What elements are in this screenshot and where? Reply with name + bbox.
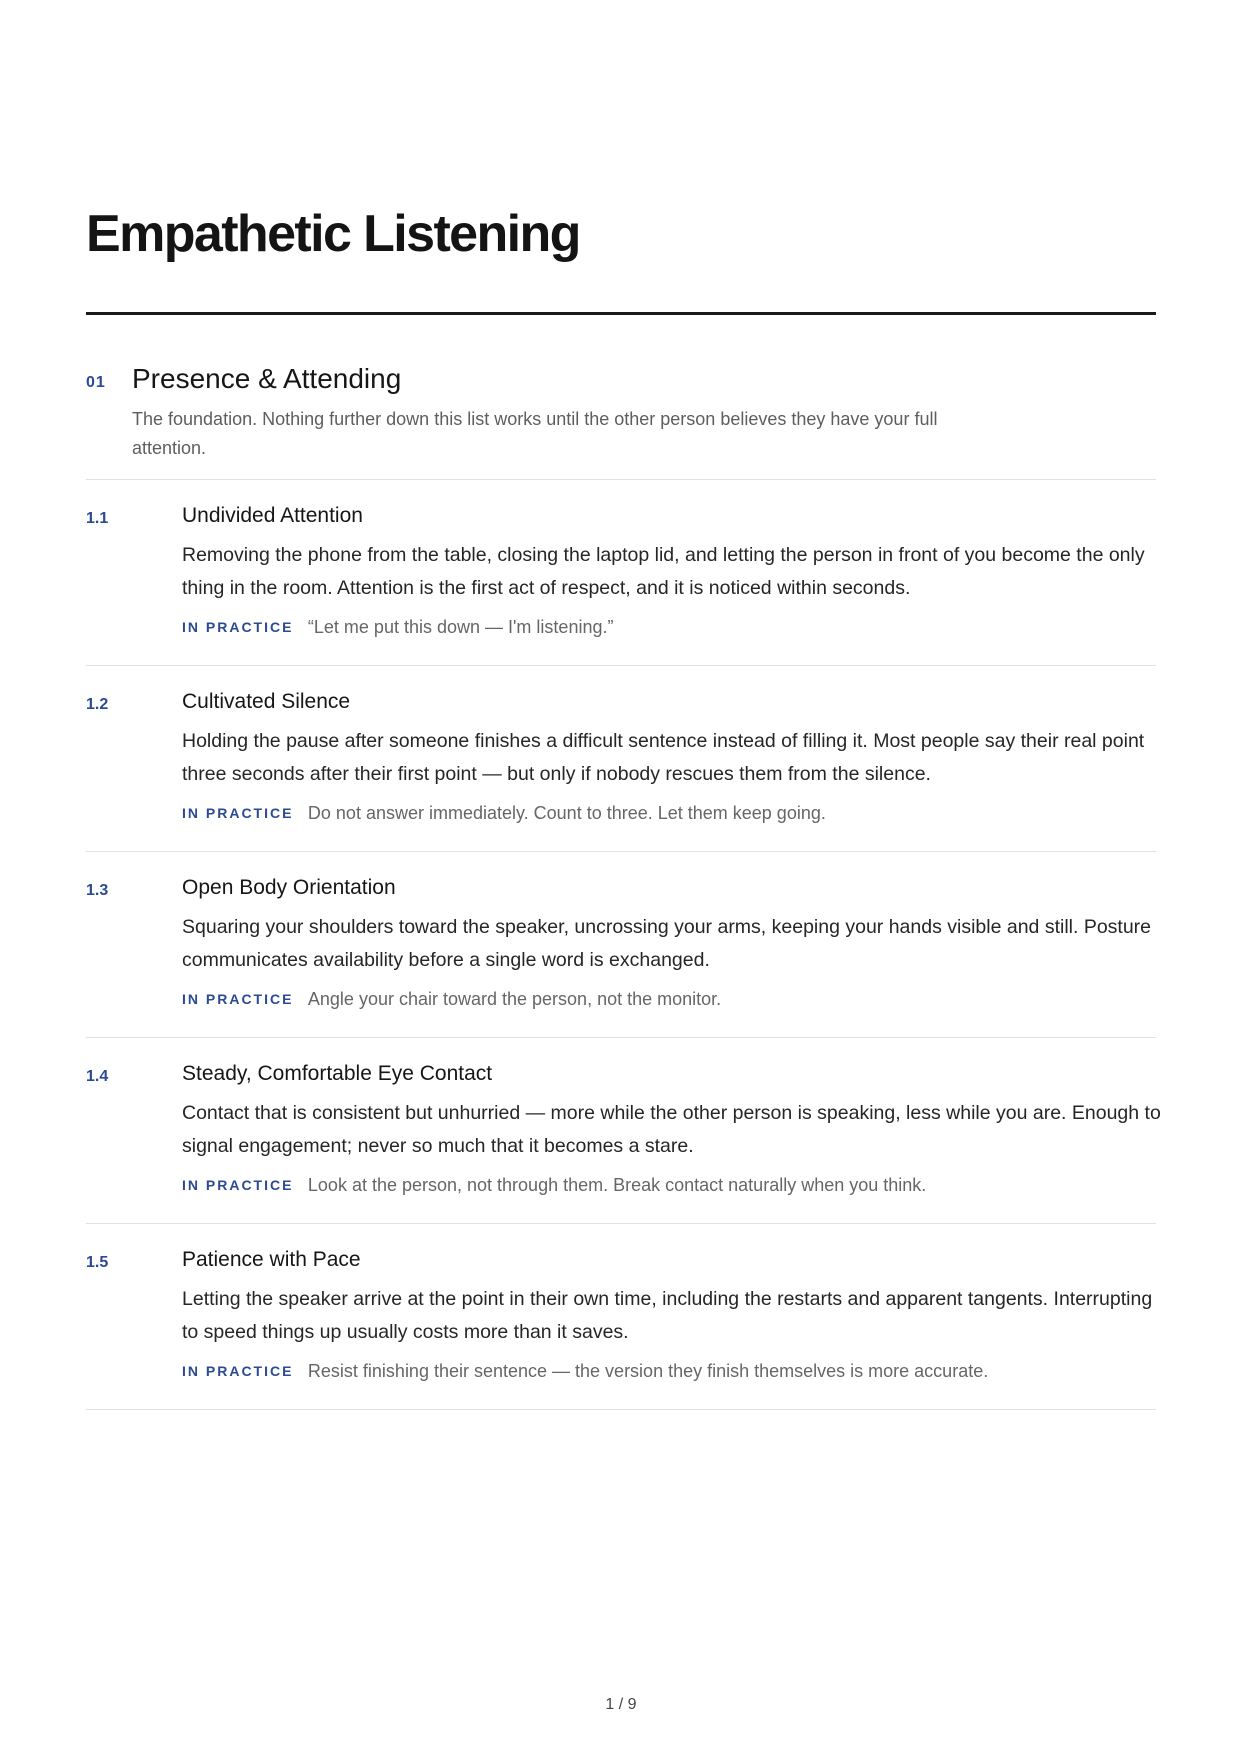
item-list — [86, 480, 1161, 1410]
practice-note — [182, 989, 1162, 1010]
practice-text: Do not answer immediately. Count to three. Let them keep going. — [307, 803, 826, 823]
item-title: Patience with Pace — [182, 1248, 361, 1271]
section-title: Presence & Attending — [132, 363, 402, 394]
title-divider — [86, 312, 1156, 315]
item-title: Steady, Comfortable Eye Contact — [182, 1062, 493, 1085]
document-title: Empathetic Listening — [86, 205, 580, 263]
practice-text: Resist finishing their sentence — the version they finish themselves is more accurate. — [307, 1361, 989, 1381]
practice-label: IN PRACTICE — [182, 1177, 294, 1193]
list-item — [86, 666, 1156, 852]
page-number: 1 / 9 — [605, 1696, 637, 1713]
practice-label: IN PRACTICE — [182, 619, 294, 635]
item-title: Open Body Orientation — [182, 876, 396, 899]
item-number: 1.3 — [86, 882, 109, 899]
practice-note — [182, 803, 1162, 824]
practice-label: IN PRACTICE — [182, 1363, 294, 1379]
practice-label: IN PRACTICE — [182, 991, 294, 1007]
item-title: Cultivated Silence — [182, 690, 351, 713]
practice-text: Look at the person, not through them. Break contact naturally when you think. — [307, 1175, 927, 1195]
item-number: 1.1 — [86, 510, 109, 527]
practice-note — [182, 1175, 1162, 1196]
item-body: Removing the phone from the table, closing the laptop lid, and letting the person in front of you become the only thing in the room. Attention is the first act of respect, and it is noticed within seconds. — [182, 544, 1145, 599]
item-body: Holding the pause after someone finishes a difficult sentence instead of filling it. Most people say their real point three seconds after their first point — but only if nobody rescues them from the silence. — [182, 730, 1145, 785]
list-item — [86, 1224, 1156, 1410]
item-number: 1.2 — [86, 696, 109, 713]
practice-text: Angle your chair toward the person, not the monitor. — [307, 989, 722, 1009]
list-item — [86, 852, 1156, 1038]
practice-label: IN PRACTICE — [182, 805, 294, 821]
list-item — [86, 1038, 1161, 1224]
item-body: Contact that is consistent but unhurried — more while the other person is speaking, less while you are. Enough to signal engagement; never so much that it becomes a stare. — [182, 1102, 1161, 1157]
item-number: 1.4 — [86, 1068, 109, 1085]
document-page — [86, 0, 1161, 1756]
section-description: The foundation. Nothing further down this list works until the other person believes they have your full attention. — [132, 409, 938, 458]
item-title: Undivided Attention — [182, 504, 363, 527]
item-body: Letting the speaker arrive at the point in their own time, including the restarts and apparent tangents. Interrupting to speed things up usually costs more than it saves. — [182, 1288, 1153, 1343]
practice-note — [182, 617, 1162, 638]
item-body: Squaring your shoulders toward the speaker, uncrossing your arms, keeping your hands visible and still. Posture communicates availability before a single word is exchanged. — [182, 916, 1152, 971]
item-number: 1.5 — [86, 1254, 109, 1271]
practice-note — [182, 1361, 1162, 1382]
list-item — [86, 480, 1156, 666]
practice-text: “Let me put this down — I'm listening.” — [307, 617, 614, 637]
section-number: 01 — [86, 374, 106, 391]
